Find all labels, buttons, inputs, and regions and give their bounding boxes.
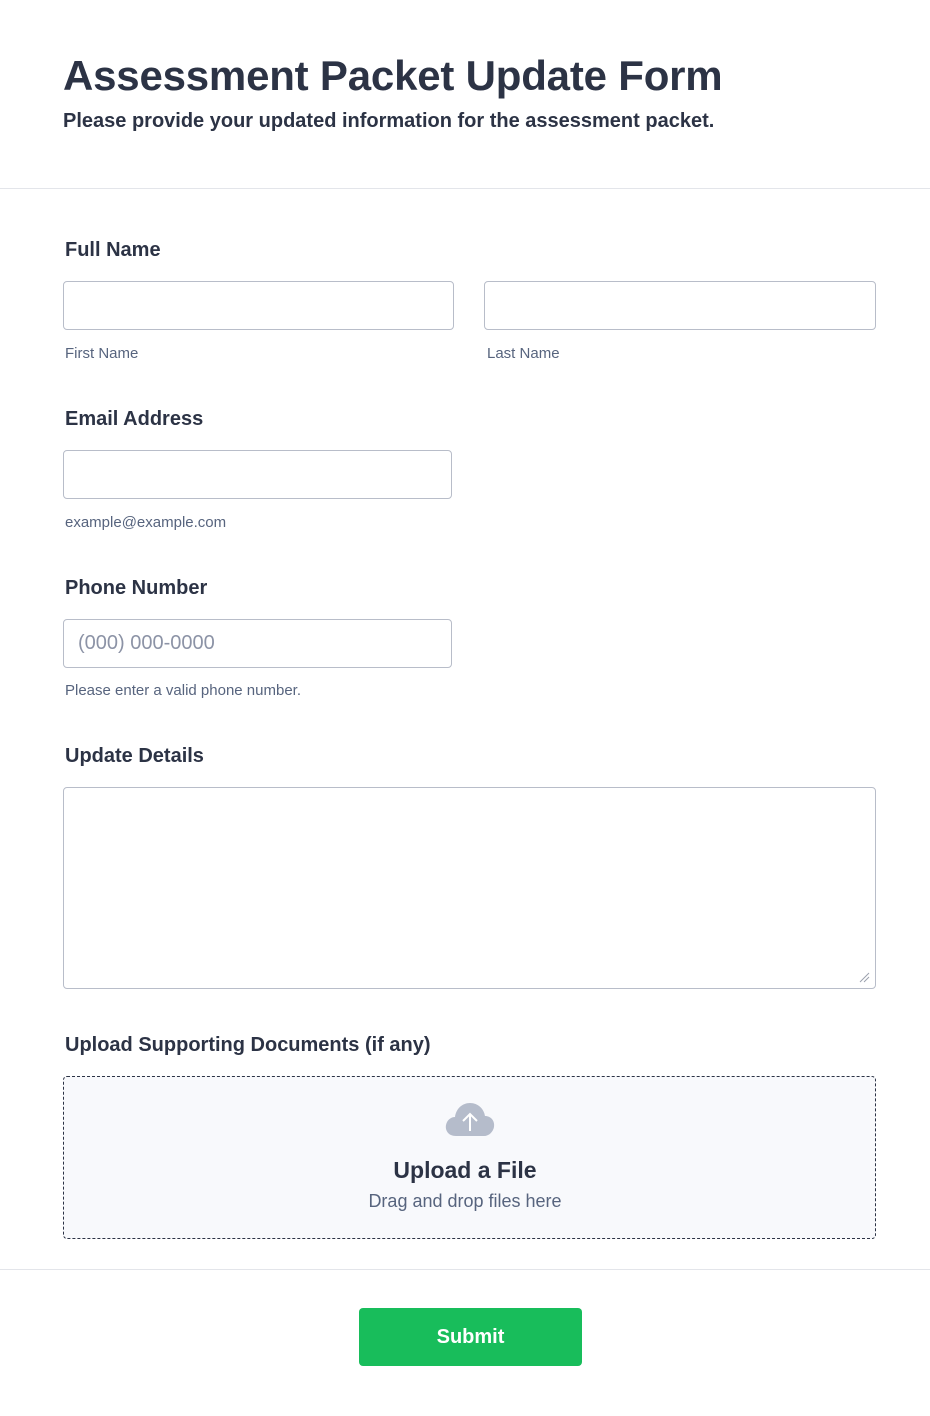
phone-sublabel: Please enter a valid phone number. [65, 682, 301, 699]
last-name-sublabel: Last Name [487, 345, 560, 362]
page-title: Assessment Packet Update Form [63, 52, 723, 99]
resize-handle-icon[interactable] [858, 971, 870, 983]
email-label: Email Address [65, 408, 204, 430]
cloud-upload-icon [444, 1100, 496, 1140]
submit-button[interactable]: Submit [359, 1308, 582, 1366]
email-sublabel: example@example.com [65, 514, 227, 531]
form-header [0, 0, 930, 189]
upload-title: Upload a File [393, 1157, 537, 1183]
upload-subtitle: Drag and drop files here [368, 1191, 562, 1211]
first-name-sublabel: First Name [65, 345, 139, 362]
page-subtitle: Please provide your updated information for the assessment packet. [63, 110, 715, 132]
first-name-input[interactable] [63, 281, 454, 330]
full-name-label: Full Name [65, 239, 161, 261]
phone-input[interactable] [63, 619, 452, 668]
details-textarea[interactable] [63, 787, 876, 989]
phone-label: Phone Number [65, 577, 208, 599]
last-name-input[interactable] [484, 281, 876, 330]
email-input[interactable] [63, 450, 452, 499]
footer-divider [0, 1269, 930, 1270]
upload-label: Upload Supporting Documents (if any) [65, 1034, 431, 1056]
details-label: Update Details [65, 745, 204, 767]
